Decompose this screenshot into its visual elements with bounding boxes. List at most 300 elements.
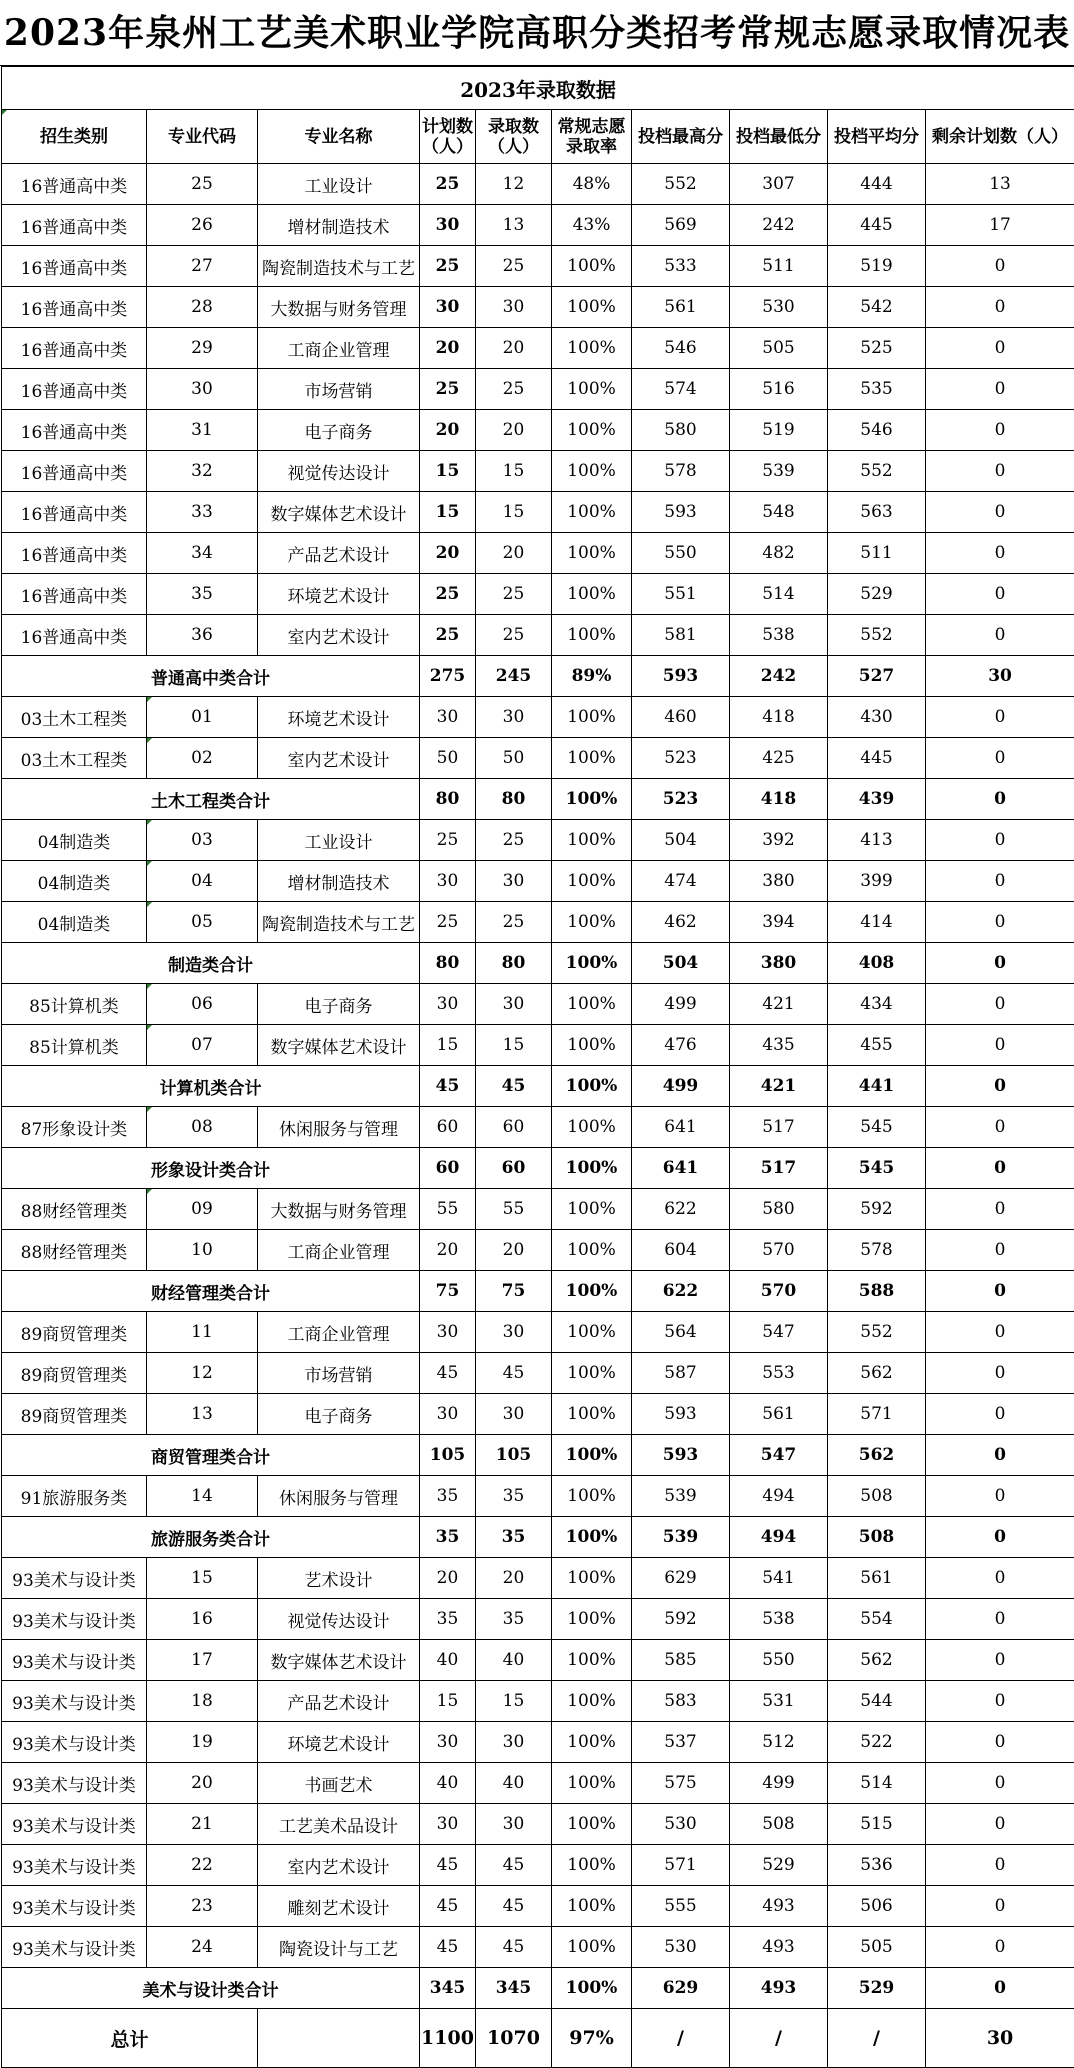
cell-plan: 45 (420, 1353, 476, 1394)
table-row (2, 1804, 1074, 1845)
cell-min-score: 517 (730, 1107, 828, 1148)
total-max-score: / (632, 2009, 730, 2068)
cell-remaining: 0 (926, 738, 1074, 779)
cell-plan: 25 (420, 820, 476, 861)
cell-min-score: 580 (730, 1189, 828, 1230)
cell-min-score: 307 (730, 164, 828, 205)
cell-plan: 55 (420, 1189, 476, 1230)
cell-major: 产品艺术设计 (258, 533, 420, 574)
cell-rate: 100% (552, 1927, 632, 1968)
table-row (2, 574, 1074, 615)
col-header-min-score: 投档最低分 (730, 110, 828, 164)
subtotal-rate: 100% (552, 1066, 632, 1107)
cell-major: 工业设计 (258, 164, 420, 205)
cell-min-score: 512 (730, 1722, 828, 1763)
subtotal-max-score: 539 (632, 1517, 730, 1558)
cell-avg-score: 578 (828, 1230, 926, 1271)
cell-admitted: 30 (476, 1394, 552, 1435)
cell-avg-score: 545 (828, 1107, 926, 1148)
cell-plan: 50 (420, 738, 476, 779)
cell-plan: 15 (420, 451, 476, 492)
cell-remaining: 0 (926, 820, 1074, 861)
cell-rate: 100% (552, 1681, 632, 1722)
total-avg-score: / (828, 2009, 926, 2068)
cell-remaining: 0 (926, 1599, 1074, 1640)
cell-max-score: 462 (632, 902, 730, 943)
cell-code: 19 (147, 1722, 258, 1763)
cell-avg-score: 519 (828, 246, 926, 287)
subtotal-min-score: 570 (730, 1271, 828, 1312)
cell-admitted: 20 (476, 1558, 552, 1599)
cell-remaining: 0 (926, 697, 1074, 738)
cell-major: 环境艺术设计 (258, 574, 420, 615)
cell-major: 休闲服务与管理 (258, 1107, 420, 1148)
cell-admitted: 45 (476, 1353, 552, 1394)
cell-min-score: 516 (730, 369, 828, 410)
cell-max-score: 460 (632, 697, 730, 738)
cell-min-score: 531 (730, 1681, 828, 1722)
cell-code: 27 (147, 246, 258, 287)
cell-avg-score: 515 (828, 1804, 926, 1845)
cell-code: 03 (147, 820, 258, 861)
cell-admitted: 15 (476, 1025, 552, 1066)
cell-avg-score: 562 (828, 1353, 926, 1394)
subtotal-label: 旅游服务类合计 (2, 1517, 420, 1558)
subtotal-avg-score: 527 (828, 656, 926, 697)
cell-min-score: 499 (730, 1763, 828, 1804)
cell-avg-score: 506 (828, 1886, 926, 1927)
cell-code: 07 (147, 1025, 258, 1066)
table-row (2, 164, 1074, 205)
cell-code: 31 (147, 410, 258, 451)
cell-plan: 30 (420, 697, 476, 738)
cell-category: 16普通高中类 (2, 369, 147, 410)
total-blank-cell (258, 2009, 420, 2068)
cell-category: 16普通高中类 (2, 574, 147, 615)
cell-max-score: 580 (632, 410, 730, 451)
cell-code: 14 (147, 1476, 258, 1517)
cell-max-score: 641 (632, 1107, 730, 1148)
cell-major: 艺术设计 (258, 1558, 420, 1599)
cell-rate: 100% (552, 615, 632, 656)
subtotal-remaining: 0 (926, 1968, 1074, 2009)
cell-min-score: 508 (730, 1804, 828, 1845)
cell-avg-score: 542 (828, 287, 926, 328)
col-header-plan: 计划数（人） (420, 110, 476, 164)
cell-plan: 25 (420, 369, 476, 410)
cell-remaining: 0 (926, 902, 1074, 943)
total-row (2, 2009, 1074, 2068)
table-row (2, 1107, 1074, 1148)
cell-plan: 25 (420, 246, 476, 287)
cell-code: 09 (147, 1189, 258, 1230)
cell-category: 93美术与设计类 (2, 1845, 147, 1886)
subtotal-label: 财经管理类合计 (2, 1271, 420, 1312)
table-row (2, 287, 1074, 328)
cell-category: 16普通高中类 (2, 451, 147, 492)
cell-category: 16普通高中类 (2, 287, 147, 328)
cell-rate: 100% (552, 1640, 632, 1681)
cell-category: 03土木工程类 (2, 738, 147, 779)
cell-max-score: 592 (632, 1599, 730, 1640)
cell-category: 16普通高中类 (2, 328, 147, 369)
subtotal-rate: 100% (552, 1435, 632, 1476)
cell-remaining: 0 (926, 369, 1074, 410)
table-row (2, 1394, 1074, 1435)
cell-rate: 100% (552, 533, 632, 574)
cell-major: 室内艺术设计 (258, 1845, 420, 1886)
cell-min-score: 505 (730, 328, 828, 369)
subtotal-max-score: 593 (632, 656, 730, 697)
cell-avg-score: 546 (828, 410, 926, 451)
cell-min-score: 380 (730, 861, 828, 902)
table-row (2, 1476, 1074, 1517)
cell-category: 16普通高中类 (2, 246, 147, 287)
admission-table (1, 66, 1074, 2068)
subtotal-row (2, 1066, 1074, 1107)
cell-category: 04制造类 (2, 902, 147, 943)
cell-max-score: 533 (632, 246, 730, 287)
total-plan: 1100 (420, 2009, 476, 2068)
subtotal-label: 计算机类合计 (2, 1066, 420, 1107)
cell-rate: 43% (552, 205, 632, 246)
cell-admitted: 25 (476, 902, 552, 943)
cell-plan: 20 (420, 410, 476, 451)
cell-max-score: 474 (632, 861, 730, 902)
cell-remaining: 0 (926, 1107, 1074, 1148)
cell-plan: 15 (420, 1681, 476, 1722)
cell-admitted: 15 (476, 1681, 552, 1722)
cell-avg-score: 511 (828, 533, 926, 574)
cell-code: 20 (147, 1763, 258, 1804)
subtotal-avg-score: 408 (828, 943, 926, 984)
table-row (2, 205, 1074, 246)
cell-remaining: 0 (926, 287, 1074, 328)
subtotal-label: 形象设计类合计 (2, 1148, 420, 1189)
cell-admitted: 60 (476, 1107, 552, 1148)
cell-major: 雕刻艺术设计 (258, 1886, 420, 1927)
col-header-rate: 常规志愿录取率 (552, 110, 632, 164)
subtotal-plan: 75 (420, 1271, 476, 1312)
cell-plan: 20 (420, 1230, 476, 1271)
total-remaining: 30 (926, 2009, 1074, 2068)
subtotal-min-score: 380 (730, 943, 828, 984)
cell-rate: 100% (552, 1763, 632, 1804)
cell-category: 03土木工程类 (2, 697, 147, 738)
cell-admitted: 20 (476, 533, 552, 574)
cell-min-score: 539 (730, 451, 828, 492)
cell-rate: 100% (552, 1107, 632, 1148)
subtotal-plan: 80 (420, 943, 476, 984)
cell-rate: 100% (552, 1804, 632, 1845)
cell-max-score: 530 (632, 1804, 730, 1845)
subtotal-rate: 100% (552, 1148, 632, 1189)
cell-avg-score: 414 (828, 902, 926, 943)
cell-category: 93美术与设计类 (2, 1886, 147, 1927)
table-row (2, 1927, 1074, 1968)
cell-plan: 20 (420, 328, 476, 369)
table-row (2, 1886, 1074, 1927)
cell-major: 数字媒体艺术设计 (258, 1640, 420, 1681)
cell-admitted: 15 (476, 492, 552, 533)
cell-min-score: 482 (730, 533, 828, 574)
cell-remaining: 0 (926, 1189, 1074, 1230)
cell-admitted: 25 (476, 820, 552, 861)
subtotal-avg-score: 545 (828, 1148, 926, 1189)
cell-category: 89商贸管理类 (2, 1353, 147, 1394)
cell-min-score: 561 (730, 1394, 828, 1435)
cell-code: 25 (147, 164, 258, 205)
cell-avg-score: 444 (828, 164, 926, 205)
cell-code: 22 (147, 1845, 258, 1886)
subtotal-admitted: 45 (476, 1066, 552, 1107)
cell-admitted: 15 (476, 451, 552, 492)
subtotal-rate: 100% (552, 1517, 632, 1558)
table-row (2, 451, 1074, 492)
cell-major: 休闲服务与管理 (258, 1476, 420, 1517)
cell-major: 数字媒体艺术设计 (258, 1025, 420, 1066)
subtotal-row (2, 1435, 1074, 1476)
cell-avg-score: 399 (828, 861, 926, 902)
total-rate: 97% (552, 2009, 632, 2068)
cell-avg-score: 522 (828, 1722, 926, 1763)
cell-avg-score: 455 (828, 1025, 926, 1066)
cell-code: 08 (147, 1107, 258, 1148)
cell-min-score: 394 (730, 902, 828, 943)
cell-code: 11 (147, 1312, 258, 1353)
cell-category: 93美术与设计类 (2, 1681, 147, 1722)
cell-max-score: 550 (632, 533, 730, 574)
subtotal-admitted: 80 (476, 779, 552, 820)
table-row (2, 1845, 1074, 1886)
cell-plan: 40 (420, 1763, 476, 1804)
cell-category: 16普通高中类 (2, 492, 147, 533)
cell-max-score: 585 (632, 1640, 730, 1681)
subtotal-min-score: 418 (730, 779, 828, 820)
cell-rate: 100% (552, 1886, 632, 1927)
cell-rate: 100% (552, 574, 632, 615)
cell-rate: 100% (552, 287, 632, 328)
cell-avg-score: 505 (828, 1927, 926, 1968)
cell-admitted: 45 (476, 1886, 552, 1927)
subtotal-rate: 100% (552, 1271, 632, 1312)
subtotal-remaining: 0 (926, 1148, 1074, 1189)
cell-min-score: 538 (730, 1599, 828, 1640)
cell-plan: 30 (420, 205, 476, 246)
cell-major: 工商企业管理 (258, 1230, 420, 1271)
subtotal-max-score: 593 (632, 1435, 730, 1476)
cell-rate: 100% (552, 1312, 632, 1353)
cell-max-score: 622 (632, 1189, 730, 1230)
cell-major: 陶瓷制造技术与工艺 (258, 246, 420, 287)
cell-remaining: 0 (926, 1681, 1074, 1722)
cell-rate: 100% (552, 369, 632, 410)
cell-code: 05 (147, 902, 258, 943)
cell-rate: 100% (552, 492, 632, 533)
cell-category: 16普通高中类 (2, 533, 147, 574)
cell-plan: 25 (420, 574, 476, 615)
cell-major: 增材制造技术 (258, 205, 420, 246)
cell-major: 环境艺术设计 (258, 1722, 420, 1763)
col-header-avg-score: 投档平均分 (828, 110, 926, 164)
cell-admitted: 45 (476, 1845, 552, 1886)
cell-admitted: 30 (476, 1804, 552, 1845)
cell-avg-score: 544 (828, 1681, 926, 1722)
cell-major: 工业设计 (258, 820, 420, 861)
subtotal-plan: 275 (420, 656, 476, 697)
cell-plan: 30 (420, 984, 476, 1025)
cell-major: 工商企业管理 (258, 1312, 420, 1353)
cell-rate: 100% (552, 984, 632, 1025)
cell-remaining: 0 (926, 615, 1074, 656)
cell-major: 室内艺术设计 (258, 615, 420, 656)
cell-avg-score: 571 (828, 1394, 926, 1435)
subtotal-remaining: 0 (926, 1435, 1074, 1476)
cell-admitted: 25 (476, 246, 552, 287)
cell-admitted: 50 (476, 738, 552, 779)
cell-min-score: 514 (730, 574, 828, 615)
cell-rate: 100% (552, 1394, 632, 1435)
subtotal-plan: 60 (420, 1148, 476, 1189)
table-row (2, 984, 1074, 1025)
table-row (2, 1230, 1074, 1271)
subtotal-label: 美术与设计类合计 (2, 1968, 420, 2009)
cell-code: 30 (147, 369, 258, 410)
table-row (2, 533, 1074, 574)
cell-code: 24 (147, 1927, 258, 1968)
cell-rate: 100% (552, 410, 632, 451)
cell-admitted: 30 (476, 861, 552, 902)
cell-max-score: 476 (632, 1025, 730, 1066)
cell-category: 04制造类 (2, 861, 147, 902)
cell-avg-score: 413 (828, 820, 926, 861)
cell-major: 视觉传达设计 (258, 1599, 420, 1640)
cell-min-score: 550 (730, 1640, 828, 1681)
cell-category: 88财经管理类 (2, 1230, 147, 1271)
col-header-max-score: 投档最高分 (632, 110, 730, 164)
cell-avg-score: 445 (828, 205, 926, 246)
subtotal-plan: 80 (420, 779, 476, 820)
cell-admitted: 40 (476, 1640, 552, 1681)
cell-rate: 100% (552, 328, 632, 369)
subtotal-admitted: 245 (476, 656, 552, 697)
table-row (2, 1312, 1074, 1353)
subtotal-remaining: 0 (926, 1066, 1074, 1107)
cell-remaining: 17 (926, 205, 1074, 246)
subtotal-max-score: 499 (632, 1066, 730, 1107)
subtotal-label: 制造类合计 (2, 943, 420, 984)
cell-remaining: 0 (926, 574, 1074, 615)
cell-category: 93美术与设计类 (2, 1763, 147, 1804)
cell-max-score: 593 (632, 492, 730, 533)
cell-rate: 48% (552, 164, 632, 205)
cell-min-score: 570 (730, 1230, 828, 1271)
subtotal-plan: 45 (420, 1066, 476, 1107)
cell-category: 93美术与设计类 (2, 1804, 147, 1845)
cell-avg-score: 525 (828, 328, 926, 369)
subtotal-min-score: 242 (730, 656, 828, 697)
cell-remaining: 0 (926, 1927, 1074, 1968)
col-header-admitted: 录取数（人） (476, 110, 552, 164)
cell-category: 93美术与设计类 (2, 1640, 147, 1681)
subtotal-remaining: 0 (926, 943, 1074, 984)
cell-min-score: 494 (730, 1476, 828, 1517)
cell-plan: 35 (420, 1476, 476, 1517)
cell-remaining: 0 (926, 246, 1074, 287)
cell-min-score: 519 (730, 410, 828, 451)
cell-min-score: 418 (730, 697, 828, 738)
cell-rate: 100% (552, 246, 632, 287)
cell-category: 93美术与设计类 (2, 1722, 147, 1763)
cell-admitted: 12 (476, 164, 552, 205)
col-header-major: 专业名称 (258, 110, 420, 164)
cell-major: 工艺美术品设计 (258, 1804, 420, 1845)
cell-avg-score: 529 (828, 574, 926, 615)
cell-plan: 30 (420, 1394, 476, 1435)
cell-avg-score: 562 (828, 1640, 926, 1681)
total-min-score: / (730, 2009, 828, 2068)
subtotal-rate: 100% (552, 779, 632, 820)
table-row (2, 861, 1074, 902)
cell-major: 数字媒体艺术设计 (258, 492, 420, 533)
cell-min-score: 425 (730, 738, 828, 779)
cell-rate: 100% (552, 1025, 632, 1066)
cell-admitted: 55 (476, 1189, 552, 1230)
subtotal-row (2, 1968, 1074, 2009)
cell-code: 15 (147, 1558, 258, 1599)
cell-rate: 100% (552, 1722, 632, 1763)
page-title: 2023年泉州工艺美术职业学院高职分类招考常规志愿录取情况表 (0, 0, 1074, 66)
subtotal-rate: 100% (552, 1968, 632, 2009)
cell-min-score: 493 (730, 1927, 828, 1968)
cell-min-score: 529 (730, 1845, 828, 1886)
cell-code: 01 (147, 697, 258, 738)
cell-code: 10 (147, 1230, 258, 1271)
cell-min-score: 553 (730, 1353, 828, 1394)
cell-major: 陶瓷设计与工艺 (258, 1927, 420, 1968)
subtotal-rate: 89% (552, 656, 632, 697)
subtotal-avg-score: 562 (828, 1435, 926, 1476)
cell-remaining: 0 (926, 1353, 1074, 1394)
table-row (2, 820, 1074, 861)
table-row (2, 369, 1074, 410)
cell-code: 33 (147, 492, 258, 533)
cell-admitted: 20 (476, 1230, 552, 1271)
subtotal-label: 普通高中类合计 (2, 656, 420, 697)
cell-plan: 30 (420, 861, 476, 902)
cell-code: 18 (147, 1681, 258, 1722)
cell-category: 16普通高中类 (2, 615, 147, 656)
subtotal-admitted: 75 (476, 1271, 552, 1312)
cell-remaining: 0 (926, 861, 1074, 902)
subtotal-min-score: 547 (730, 1435, 828, 1476)
cell-admitted: 35 (476, 1476, 552, 1517)
cell-avg-score: 445 (828, 738, 926, 779)
table-row (2, 1763, 1074, 1804)
cell-avg-score: 561 (828, 1558, 926, 1599)
cell-category: 85计算机类 (2, 1025, 147, 1066)
cell-category: 88财经管理类 (2, 1189, 147, 1230)
cell-rate: 100% (552, 1353, 632, 1394)
subtotal-rate: 100% (552, 943, 632, 984)
cell-rate: 100% (552, 902, 632, 943)
subtotal-min-score: 421 (730, 1066, 828, 1107)
subtotal-avg-score: 508 (828, 1517, 926, 1558)
cell-category: 91旅游服务类 (2, 1476, 147, 1517)
cell-max-score: 575 (632, 1763, 730, 1804)
cell-avg-score: 535 (828, 369, 926, 410)
cell-code: 17 (147, 1640, 258, 1681)
